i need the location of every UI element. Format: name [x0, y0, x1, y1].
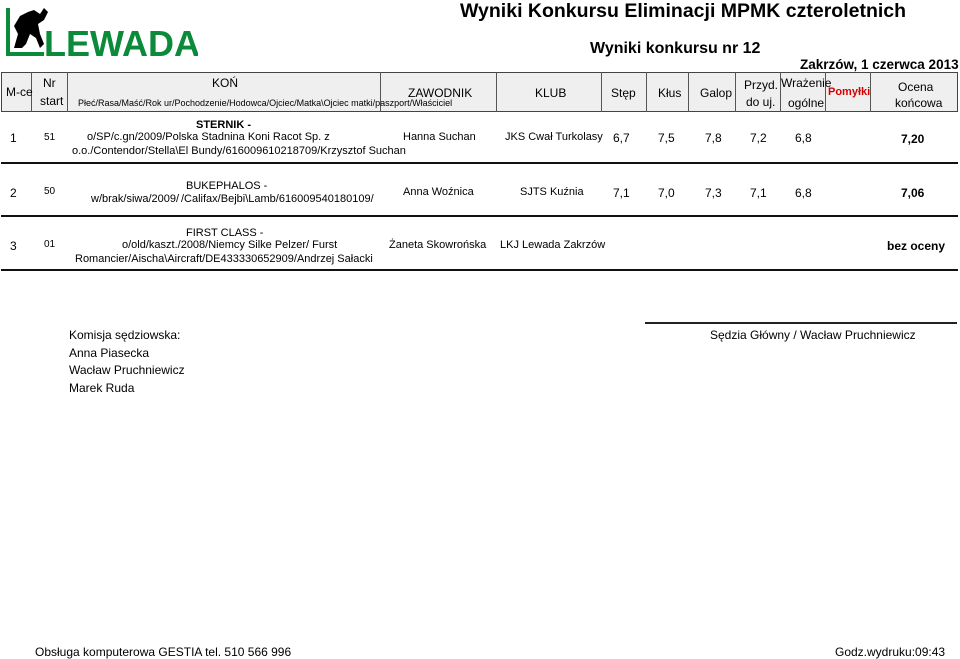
col-start: start	[40, 94, 64, 108]
col-errors: Pomyłki	[828, 86, 871, 98]
score-impression: 6,8	[795, 186, 812, 200]
col-nr: Nr	[43, 76, 56, 90]
horse-details: o/SP/c.gn/2009/Polska Stadnina Koni Racot Sp. z	[87, 131, 330, 143]
signature-line	[645, 322, 957, 324]
competition-subtitle: Wyniki konkursu nr 12	[590, 40, 761, 57]
score-suitability: 7,1	[750, 186, 767, 200]
horse-details-2: o.o./Contendor/Stella\El Bundy/616009610218709/Krzysztof Suchan	[72, 145, 406, 157]
col-suitability-2: do uj.	[746, 95, 776, 109]
score-final: 7,06	[901, 186, 925, 200]
rider-name: Hanna Suchan	[403, 131, 476, 143]
horse-details-2: Romancier/Aischa\Aircraft/DE433330652909/Andrzej Sałacki	[75, 253, 373, 265]
footer-print-time: Godz.wydruku:09:43	[835, 645, 946, 659]
horse-name: FIRST CLASS -	[186, 227, 264, 239]
score-impression: 6,8	[795, 131, 812, 145]
col-impression-2: ogólne	[788, 96, 825, 110]
col-final-2: końcowa	[895, 96, 943, 110]
horse-details: o/old/kaszt./2008/Niemcy Silke Pelzer/ Furst	[122, 239, 338, 251]
club-name: SJTS Kuźnia	[520, 186, 584, 198]
col-horse: KOŃ	[212, 76, 239, 90]
score-suitability: 7,2	[750, 131, 767, 145]
row-start: 01	[44, 239, 56, 250]
club-name: JKS Cwał Turkolasy	[505, 131, 603, 143]
horse-name: BUKEPHALOS -	[186, 180, 268, 192]
row-start: 51	[44, 132, 56, 143]
chief-judge: Sędzia Główny / Wacław Pruchniewicz	[710, 328, 916, 342]
score-trot: 7,0	[658, 186, 675, 200]
row-start: 50	[44, 186, 56, 197]
score-trot: 7,5	[658, 131, 675, 145]
rider-name: Anna Woźnica	[403, 186, 474, 198]
col-place: M-ce	[6, 85, 33, 99]
club-name: LKJ Lewada Zakrzów	[500, 239, 606, 251]
col-final: Ocena	[898, 80, 934, 94]
col-rider: ZAWODNIK	[408, 86, 473, 100]
horse-details-2: /Califax/Bejbi\Lamb/616009540180109/	[181, 193, 374, 205]
horse-name: STERNIK -	[196, 119, 251, 131]
row-place: 3	[10, 239, 17, 253]
score-walk: 7,1	[613, 186, 630, 200]
score-final: bez oceny	[887, 239, 946, 253]
col-suitability: Przyd.	[744, 78, 779, 92]
score-canter: 7,3	[705, 186, 722, 200]
jury-title: Komisja sędziowska:	[69, 328, 181, 342]
lewada-logo	[4, 4, 198, 60]
score-final: 7,20	[901, 132, 925, 146]
col-trot: Kłus	[658, 86, 682, 100]
jury-member: Anna Piasecka	[69, 346, 150, 360]
svg-text:LEWADA: LEWADA	[44, 23, 198, 60]
place-date: Zakrzów, 1 czerwca 2013	[800, 57, 959, 72]
col-club: KLUB	[535, 86, 567, 100]
jury-member: Wacław Pruchniewicz	[69, 363, 185, 377]
col-walk: Stęp	[611, 86, 636, 100]
col-horse-details: Płeć/Rasa/Maść/Rok ur/Pochodzenie/Hodowca/Ojciec/Matka\Ojciec matki/paszport/Właściciel	[78, 98, 453, 108]
col-impression: Wrażenie	[781, 76, 832, 90]
page-title: Wyniki Konkursu Eliminacji MPMK czteroletnich	[460, 0, 907, 22]
jury-member: Marek Ruda	[69, 381, 135, 395]
score-walk: 6,7	[613, 131, 630, 145]
row-place: 2	[10, 186, 17, 200]
row-place: 1	[10, 131, 17, 145]
rider-name: Żaneta Skowrońska	[389, 239, 487, 251]
horse-details: w/brak/siwa/2009/	[91, 193, 180, 205]
col-canter: Galop	[700, 86, 733, 100]
footer-software: Obsługa komputerowa GESTIA tel. 510 566 996	[35, 645, 292, 659]
score-canter: 7,8	[705, 131, 722, 145]
